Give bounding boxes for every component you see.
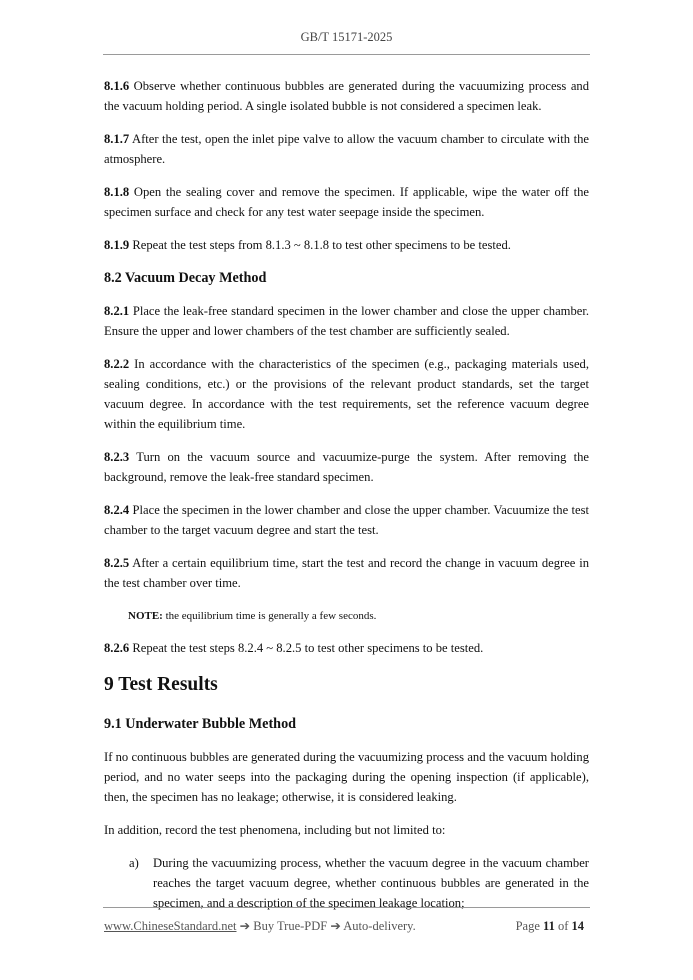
document-body (104, 76, 589, 923)
clause-text: In accordance with the characteristics of the specimen (e.g., packaging materials used, sealing conditions, etc.) or the provisions of the relevant product standards, set the target vacuum degree. In accordance with the test requirements, set the reference vacuum degree within the equilibrium time. (104, 357, 589, 431)
clause-text: Observe whether continuous bubbles are generated during the vacuumizing process and the vacuum holding period. A single isolated bubble is not considered a specimen leak. (104, 79, 589, 113)
page-header (0, 30, 693, 45)
clause-number: 8.2.5 (104, 556, 130, 570)
clause-number: 8.1.7 (104, 132, 130, 146)
clause-number: 8.2.4 (104, 503, 130, 517)
clause-text: After the test, open the inlet pipe valve to allow the vacuum chamber to circulate with the atmosphere. (104, 132, 589, 166)
arrow-right-icon: ➔ (327, 919, 344, 933)
of-label: of (554, 919, 572, 933)
section-9-heading: 9 Test Results (104, 674, 218, 695)
clause-8-2-1 (104, 301, 589, 341)
clause-number: 8.2.2 (104, 357, 130, 371)
clause-text: Turn on the vacuum source and vacuumize-purge the system. After removing the background, remove the leak-free standard specimen. (104, 450, 589, 484)
clause-number: 8.1.8 (104, 185, 130, 199)
clause-text: Place the leak-free standard specimen in the lower chamber and close the upper chamber. Ensure the upper and lower chambers of the test chamber are sufficiently sealed. (104, 304, 589, 338)
clause-text: Open the sealing cover and remove the specimen. If applicable, wipe the water off the specimen surface and check for any test water seepage inside the specimen. (104, 185, 589, 219)
section-9-1-heading: 9.1 Underwater Bubble Method (104, 716, 297, 732)
clause-8-2-3 (104, 447, 589, 487)
footer-divider (103, 907, 590, 908)
clause-number: 8.2.1 (104, 304, 130, 318)
clause-8-1-7 (104, 129, 589, 169)
page-label: Page (515, 919, 544, 933)
page-number (516, 917, 584, 935)
clause-number: 8.2.6 (104, 641, 130, 655)
clause-number: 8.2.3 (104, 450, 130, 464)
document-id: GB/T 15171-2025 (300, 30, 393, 44)
list-item-text: During the vacuumizing process, whether the vacuum degree in the vacuum chamber reaches the target vacuum degree, whether continuous bubbles are generated in the specimen, and a description of the specimen leakage location; (153, 856, 589, 910)
clause-text: Repeat the test steps from 8.1.3 ~ 8.1.8 to test other specimens to be tested. (129, 238, 511, 252)
buy-pdf-text: Buy True-PDF (253, 919, 328, 933)
header-divider (103, 54, 590, 55)
clause-number: 8.1.9 (104, 238, 130, 252)
list-marker: a) (129, 856, 139, 870)
clause-8-2-5 (104, 553, 589, 593)
clause-8-1-9 (104, 235, 589, 255)
results-paragraph: If no continuous bubbles are generated during the vacuumizing process and the vacuum holding period, and no water seeps into the packaging during the opening inspection (if applicable), then, the specimen has no leakage; otherwise, it is considered leaking. (104, 750, 589, 804)
list-item (104, 853, 589, 913)
section-8-2-heading: 8.2 Vacuum Decay Method (104, 270, 267, 286)
auto-delivery-text: Auto-delivery. (343, 919, 416, 933)
clause-number: 8.1.6 (104, 79, 130, 93)
clause-8-2-4 (104, 500, 589, 540)
clause-8-1-6 (104, 76, 589, 116)
current-page: 11 (543, 919, 555, 933)
website-link[interactable]: www.ChineseStandard.net (104, 919, 237, 933)
note-text: the equilibrium time is generally a few seconds. (162, 610, 377, 622)
clause-text: Place the specimen in the lower chamber and close the upper chamber. Vacuumize the test chamber to the target vacuum degree and start the test. (104, 503, 589, 537)
arrow-right-icon: ➔ (236, 919, 254, 933)
total-pages: 14 (571, 919, 584, 933)
clause-8-1-8 (104, 182, 589, 222)
clause-8-2-2 (104, 354, 589, 434)
clause-8-2-6 (104, 638, 589, 658)
phenomena-intro: In addition, record the test phenomena, including but not limited to: (104, 823, 446, 837)
footer-promo (104, 917, 416, 935)
note (128, 606, 589, 626)
clause-text: After a certain equilibrium time, start the test and record the change in vacuum degree in the test chamber over time. (104, 556, 589, 590)
clause-text: Repeat the test steps 8.2.4 ~ 8.2.5 to test other specimens to be tested. (129, 641, 484, 655)
note-label: NOTE: (128, 610, 163, 622)
